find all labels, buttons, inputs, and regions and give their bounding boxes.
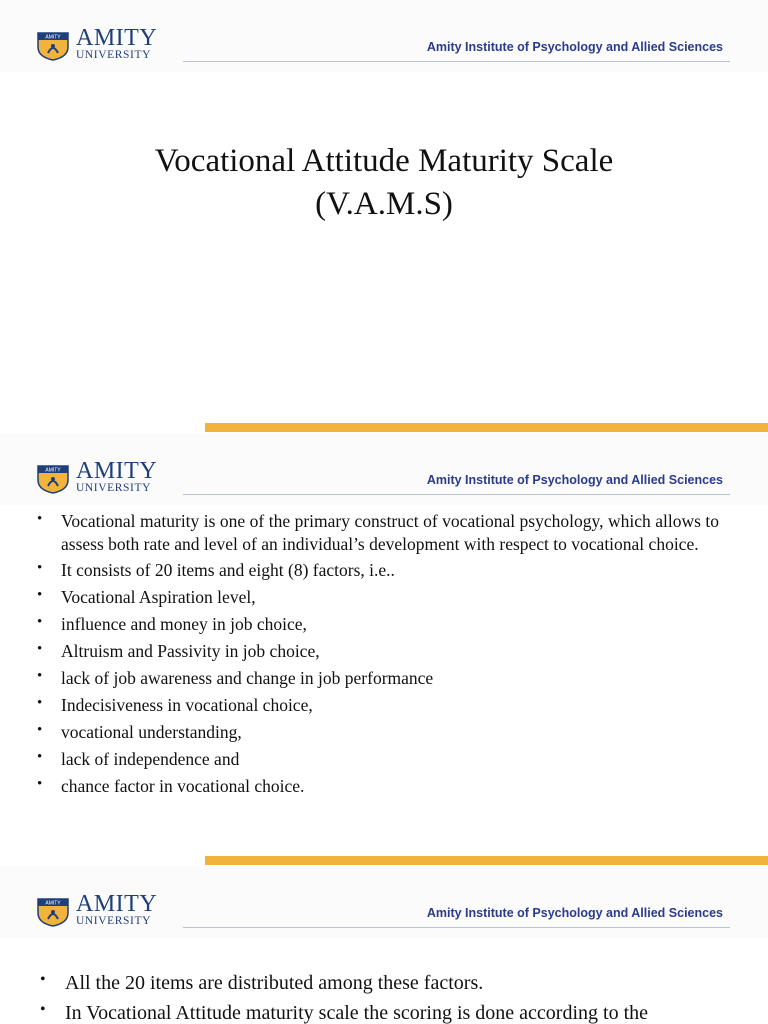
amity-crest-icon	[36, 30, 70, 61]
list-item: • vocational understanding,	[37, 721, 719, 744]
logo-wordmark: AMITY	[76, 25, 158, 51]
accent-bar	[205, 856, 768, 865]
amity-logo	[36, 891, 171, 929]
title-line-1: Vocational Attitude Maturity Scale	[154, 143, 614, 179]
list-item: • It consists of 20 items and eight (8) factors, i.e..	[37, 559, 719, 582]
list-item: • lack of independence and	[37, 748, 719, 771]
bullet-icon: •	[40, 971, 46, 988]
slide-scoring	[0, 866, 768, 1024]
institute-name: Amity Institute of Psychology and Allied Sciences	[426, 906, 723, 920]
list-item: • Altruism and Passivity in job choice,	[37, 640, 719, 663]
list-item: • chance factor in vocational choice.	[37, 775, 719, 798]
svg-text:AMITY: AMITY	[45, 900, 61, 907]
logo-subtitle: UNIVERSITY	[76, 49, 151, 61]
logo-subtitle: UNIVERSITY	[76, 915, 151, 927]
amity-crest-icon	[36, 896, 70, 927]
svg-text:AMITY: AMITY	[45, 34, 61, 41]
bullet-icon: •	[37, 667, 43, 684]
bullet-icon: •	[37, 511, 43, 527]
bullet-icon: •	[37, 694, 43, 711]
header-divider	[183, 494, 730, 495]
list-item: • Vocational maturity is one of the primary construct of vocational psychology, which allows to assess both rate and level of an individual’s development with respect to vocational choice.	[37, 510, 719, 555]
list-item: • In Vocational Attitude maturity scale the scoring is done according to the	[40, 998, 730, 1024]
header-divider	[183, 927, 730, 928]
slide-header	[0, 866, 768, 938]
bullet-icon: •	[37, 560, 43, 577]
list-item: • lack of job awareness and change in job performance	[37, 667, 719, 690]
bullet-list	[37, 510, 719, 801]
bullet-icon: •	[37, 587, 43, 604]
bullet-icon: •	[37, 748, 43, 765]
institute-name: Amity Institute of Psychology and Allied Sciences	[426, 473, 723, 487]
logo-wordmark: AMITY	[76, 458, 158, 484]
amity-logo	[36, 25, 171, 63]
bullet-icon: •	[37, 641, 43, 658]
accent-bar	[205, 423, 768, 432]
list-item: • All the 20 items are distributed among these factors.	[40, 968, 730, 998]
bullet-icon: •	[37, 721, 43, 738]
list-item: • Vocational Aspiration level,	[37, 586, 719, 609]
slide-header	[0, 0, 768, 72]
list-item: • influence and money in job choice,	[37, 613, 719, 636]
bullet-icon: •	[37, 614, 43, 631]
list-item: • Indecisiveness in vocational choice,	[37, 694, 719, 717]
slide-header	[0, 433, 768, 505]
slide-title-heading	[0, 140, 768, 226]
logo-subtitle: UNIVERSITY	[76, 482, 151, 494]
institute-name: Amity Institute of Psychology and Allied Sciences	[426, 40, 723, 54]
svg-text:AMITY: AMITY	[45, 467, 61, 474]
amity-logo	[36, 458, 171, 496]
bullet-list	[40, 968, 730, 1024]
slide-title	[0, 0, 768, 433]
logo-wordmark: AMITY	[76, 891, 158, 917]
title-line-2: (V.A.M.S)	[315, 186, 453, 222]
amity-crest-icon	[36, 463, 70, 494]
slide-factors	[0, 433, 768, 866]
bullet-icon: •	[40, 1001, 46, 1018]
header-divider	[183, 61, 730, 62]
bullet-icon: •	[37, 775, 43, 792]
